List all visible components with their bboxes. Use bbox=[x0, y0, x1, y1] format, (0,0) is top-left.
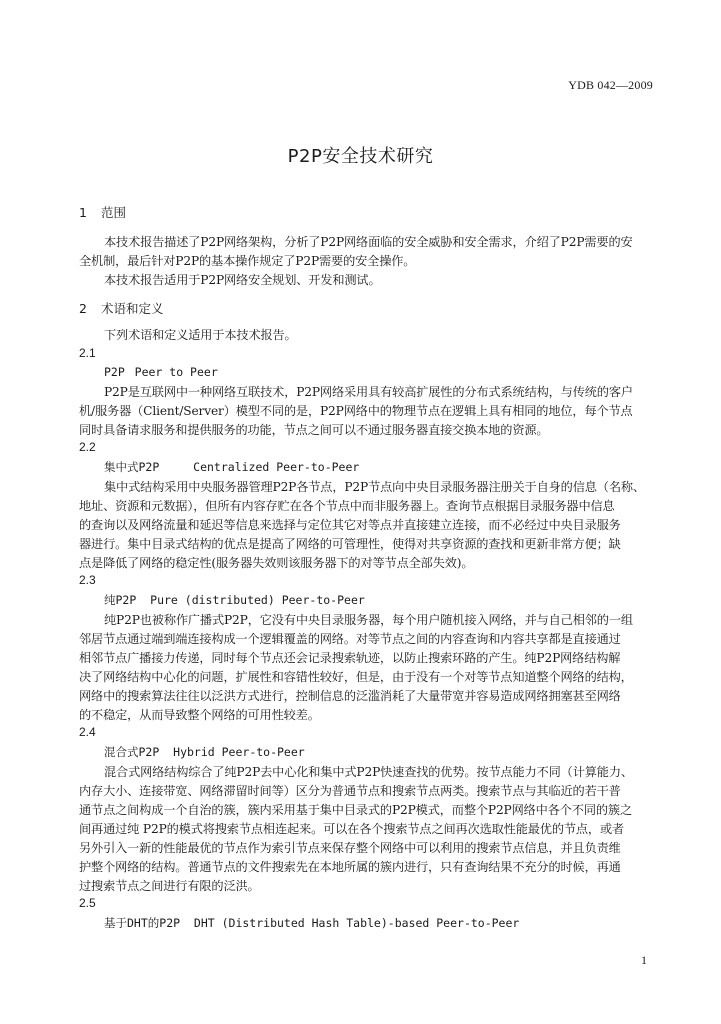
section-2-heading bbox=[79, 299, 164, 317]
term-body-line: 网络中的搜索算法往往以泛洪方式进行，控制信息的泛滥消耗了大量带宽并容易造成网络拥塞甚至网络 bbox=[79, 689, 621, 703]
page-number: 1 bbox=[641, 953, 647, 967]
scope-paragraph-line: 本技术报告描述了P2P网络架构，分析了P2P网络面临的安全威胁和安全需求，介绍了P2P需要的安 bbox=[104, 235, 633, 249]
term-cn: 混合式P2P bbox=[104, 745, 160, 759]
term-heading bbox=[104, 459, 359, 475]
term-body-line: 邻居节点通过端到端连接构成一个逻辑覆盖的网络。对等节点之间的内容查询和内容共享都是直接通过 bbox=[79, 632, 621, 646]
term-body-line: 机/服务器（Client/Server）模型不同的是，P2P网络中的物理节点在逻辑上具有相同的地位，每个节点 bbox=[79, 404, 633, 418]
term-heading bbox=[104, 365, 218, 379]
term-body-line: P2P是互联网中一种网络互联技术，P2P网络采用具有较高扩展性的分布式系统结构，与传统的客户 bbox=[104, 385, 633, 399]
term-number: 2.4 bbox=[79, 725, 96, 739]
term-en: DHT (Distributed Hash Table)-based Peer-to-Peer bbox=[193, 916, 520, 930]
term-heading bbox=[104, 744, 305, 760]
section-title: 范围 bbox=[101, 205, 127, 220]
term-number: 2.1 bbox=[79, 346, 96, 360]
section-number: 1 bbox=[79, 205, 87, 220]
document-code: YDB 042—2009 bbox=[568, 78, 653, 92]
term-body-line: 器进行。集中目录式结构的优点是提高了网络的可管理性，使得对共享资源的查找和更新非常方便；缺 bbox=[79, 537, 621, 551]
section-title: 术语和定义 bbox=[101, 301, 164, 316]
term-cn: 纯P2P bbox=[104, 593, 137, 607]
term-body-line: 集中式结构采用中央服务器管理P2P各节点，P2P节点向中央目录服务器注册关于自身的信息（名称、 bbox=[104, 480, 645, 494]
term-body-line: 同时具备请求服务和提供服务的功能，节点之间可以不通过服务器直接交换本地的资源。 bbox=[79, 423, 549, 437]
section-number: 2 bbox=[79, 301, 87, 316]
term-body-line: 混合式网络结构综合了纯P2P去中心化和集中式P2P快速查找的优势。按节点能力不同（计算能力、 bbox=[104, 765, 633, 779]
term-number: 2.5 bbox=[79, 896, 96, 910]
term-body-line: 的不稳定，从而导致整个网络的可用性较差。 bbox=[79, 708, 320, 722]
term-cn: 集中式P2P bbox=[104, 460, 160, 474]
term-body-line: 决了网络结构中心化的问题，扩展性和容错性较好，但是，由于没有一个对等节点知道整个网络的结构， bbox=[79, 670, 633, 684]
term-en: Pure (distributed) Peer-to-Peer bbox=[150, 593, 365, 607]
term-cn: 基于DHT的P2P bbox=[104, 916, 181, 930]
term-body-line: 另外引入一新的性能最优的节点作为索引节点来保存整个网络中可以利用的搜索节点信息，并且负责维 bbox=[79, 841, 621, 855]
section-1-heading bbox=[79, 203, 126, 221]
term-heading bbox=[104, 915, 519, 931]
term-en: Centralized Peer-to-Peer bbox=[193, 460, 360, 474]
scope-applicability: 本技术报告适用于P2P网络安全规划、开发和测试。 bbox=[104, 273, 381, 287]
term-number: 2.2 bbox=[79, 440, 96, 454]
term-number: 2.3 bbox=[79, 573, 96, 587]
term-en: Peer to Peer bbox=[134, 365, 218, 379]
term-body-line: 内存大小、连接带宽、网络滞留时间等）区分为普通节点和搜索节点两类。搜索节点与其临近的若干普 bbox=[79, 784, 621, 798]
term-body-line: 护整个网络的结构。普通节点的文件搜索先在本地所属的簇内进行，只有查询结果不充分的时候，再通 bbox=[79, 860, 621, 874]
scope-paragraph-line: 全机制，最后针对P2P的基本操作规定了P2P需要的安全操作。 bbox=[79, 254, 416, 268]
term-body-line: 相邻节点广播接力传递，同时每个节点还会记录搜索轨迹，以防止搜索环路的产生。纯P2P网络结构解 bbox=[79, 651, 621, 665]
term-body-line: 通节点之间构成一个自治的簇，簇内采用基于集中目录式的P2P模式，而整个P2P网络中各个不同的簇之 bbox=[79, 803, 632, 817]
term-en: Hybrid Peer-to-Peer bbox=[173, 745, 305, 759]
term-body-line: 的查询以及网络流量和延迟等信息来选择与定位其它对等点并直接建立连接，而不必经过中央目录服务 bbox=[79, 518, 621, 532]
terms-intro: 下列术语和定义适用于本技术报告。 bbox=[104, 328, 297, 342]
term-body-line: 点是降低了网络的稳定性(服务器失效则该服务器下的对等节点全部失效)。 bbox=[79, 556, 474, 570]
term-body-line: 纯P2P也被称作广播式P2P，它没有中央目录服务器，每个用户随机接入网络，并与自己相邻的一组 bbox=[104, 613, 633, 627]
term-body-line: 地址、资源和元数据），但所有内容存贮在各个节点中而非服务器上。查询节点根据目录服务器中信息 bbox=[79, 499, 615, 513]
term-body-line: 间再通过纯 P2P的模式将搜索节点相连起来。可以在各个搜索节点之间再次选取性能最优的节点，或者 bbox=[79, 822, 625, 836]
term-heading bbox=[104, 592, 365, 608]
page-title: P2P安全技术研究 bbox=[287, 146, 434, 167]
term-body-line: 过搜索节点之间进行有限的泛洪。 bbox=[79, 879, 260, 893]
term-cn: P2P bbox=[104, 365, 125, 379]
